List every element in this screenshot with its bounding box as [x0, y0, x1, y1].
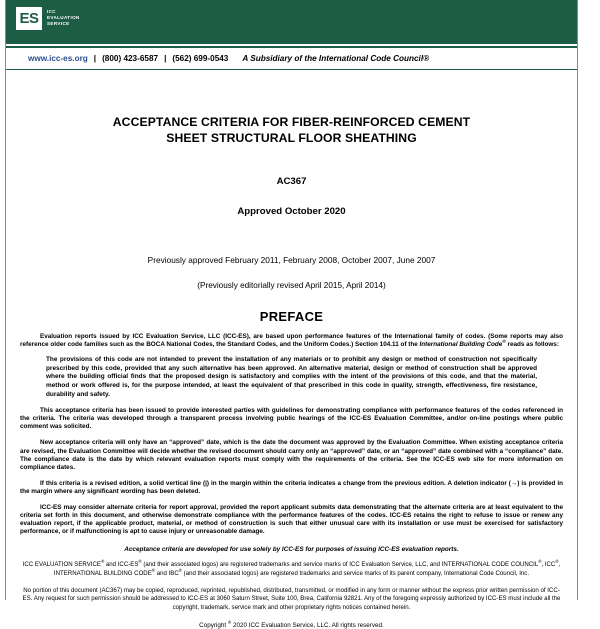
trademark-line3: are registered trademarks and service marks of its parent company, International Code Council, Inc. [260, 569, 530, 577]
preface-paragraph-3 [20, 439, 563, 471]
document-body [6, 114, 577, 629]
copyright-line [20, 622, 563, 629]
copyright-suffix: 2020 ICC Evaluation Service, LLC. All rights reserved. [231, 622, 384, 629]
registered-mark: ® [178, 567, 182, 573]
trademark-notice [20, 561, 563, 578]
reproduction-line-2: manner without the express prior written permission of ICC-ES. Any request for such permission should be addressed to ICC-ES at 3060 [22, 586, 560, 603]
trademark-line1-a: ICC EVALUATION SERVICE [22, 561, 101, 569]
registered-mark: ® [100, 559, 105, 565]
preface-p3-text: New acceptance criteria will only have an “approved” date, which is the date the document was approved by the Evaluation Committee. When existing acceptance criteria are revised, the Evaluation Committee will decide whether the revised document should carry only an “approved” date, or an “approved” date combined with a “compliance” date. The compliance date is the date by which relevant evaluation reports must comply with the requirements of the criteria. See the ICC-ES web site for more information on compliance dates. [20, 439, 563, 471]
registered-mark: ® [151, 567, 156, 573]
logo-wordmark [47, 7, 80, 28]
trademark-line2-c: , INTERNATIONAL BUILDING CODE [53, 561, 561, 577]
header-green-rule-bottom [6, 69, 577, 71]
trademark-line2-b: , ICC [541, 561, 556, 569]
title-line-1: ACCEPTANCE CRITERIA FOR FIBER-REINFORCED CEMENT [112, 115, 471, 129]
preface-paragraph-2 [20, 407, 563, 431]
reproduction-line-4: trademark, service mark and other proprietary rights notices contained herein. [200, 603, 411, 611]
registered-mark: ® [555, 559, 559, 565]
trademark-line1-b: and ICC-ES [104, 561, 139, 569]
trademark-line2-e: (and their associated logos) [181, 569, 259, 577]
phone-secondary: (562) 699-0543 [172, 53, 229, 63]
copyright-prefix: Copyright [199, 622, 228, 629]
website-link[interactable]: www.icc-es.org [28, 53, 88, 63]
copyright-mark: ® [227, 620, 232, 626]
preface-p4-text: If this criteria is a revised edition, a solid vertical line (|) in the margin within the criteria indicates a change from the previous edition. A deletion indicator (→) is provided in the margin where any significant wording has been deleted. [20, 479, 563, 495]
page-title [20, 114, 563, 146]
registered-mark: ® [538, 559, 542, 565]
reproduction-line-1: No portion of this document (AC367) may be copied, reproduced, reprinted, republished, distributed, transmitted, or modified in any form or [23, 586, 398, 594]
contact-bar [6, 48, 577, 69]
previously-revised-dates: (Previously editorially revised April 2015, April 2014) [197, 281, 386, 290]
trademark-line2-a: Service, LLC, and INTERNATIONAL CODE COUNCIL [391, 561, 539, 569]
preface-p1-part-a: Evaluation reports issued by ICC Evaluation Service, LLC (ICC-ES), are based upon performance features of the International family of codes. (Some reports may also reference older code families such as the BOCA National Codes, the Standard Codes, and the Uniform Codes.) Section 104.11 of the [20, 333, 563, 349]
preface-p5-text: ICC-ES may consider alternate criteria for report approval, provided the report applicant submits data demonstrating that the alternate criteria are at least equivalent to the criteria set forth in this document, and otherwise demonstrate compliance with the performance features of the codes. ICC-ES retains the right to refuse to issue or renew any evaluation report, if the applicable product, material, or method of construction is such that either unusual care with its installation or use must be exercised for satisfactory performance, or if malfunctioning is apt to cause injury or unreasonable damage. [20, 504, 563, 536]
preface-paragraph-4 [20, 480, 563, 496]
previously-approved-dates: Previously approved February 2011, February 2008, October 2007, June 2007 [147, 255, 436, 265]
icc-es-logo [16, 7, 80, 30]
preface-paragraph-1 [20, 333, 563, 349]
preface-p1-part-b: reads as follows: [505, 341, 559, 349]
separator-1: | [93, 53, 97, 63]
approval-date: Approved October 2020 [237, 206, 346, 217]
preface-heading: PREFACE [259, 309, 324, 324]
preface-paragraph-5 [20, 504, 563, 536]
reproduction-line-3: Saturn Street, Suite 100, Brea, California 92821. Any of the foregoing expressly authorized by ICC-ES must include all the copyright, [172, 595, 561, 611]
code-quotation: The provisions of this code are not intended to prevent the installation of any materials or to prohibit any design or method of construction not specifically prescribed by this code, provided that any such alternative has been approved. An alternative material, design or method of construction shall be approved where the building official finds that the proposed design is satisfactory and complies with the intent of the provisions of this code, and that the material, method or work offered is, for the purpose intended, at least the equivalent of that prescribed in this code in quality, strength, effectiveness, fire resistance, durability and safety. [46, 356, 537, 398]
header-band [6, 0, 577, 44]
separator-2: | [164, 53, 167, 63]
acceptance-criteria-note: Acceptance criteria are developed for use solely by ICC-ES for purposes of issuing ICC-ES evaluation reports. [124, 546, 459, 554]
logo-line-icc: ICC [47, 9, 56, 14]
preface-p1-italic-code: International Building Code [419, 341, 503, 349]
criteria-number: AC367 [276, 176, 307, 187]
registered-mark: ® [138, 559, 142, 565]
trademark-line1-c: (and their associated logos) are registered trademarks and service marks of ICC Evaluation [141, 561, 390, 569]
registered-mark: ® [502, 338, 506, 344]
document-page [5, 0, 578, 629]
logo-line-service: SERVICE [47, 21, 70, 27]
logo-line-evaluation: EVALUATION [47, 15, 80, 21]
title-line-2: SHEET STRUCTURAL FLOOR SHEATHING [166, 131, 417, 145]
subsidiary-note: A Subsidiary of the International Code Council® [242, 53, 430, 63]
logo-initials: ES [16, 7, 42, 30]
preface-p2-text: This acceptance criteria has been issued to provide interested parties with guidelines for demonstrating compliance with performance features of the codes referenced in the criteria. The criteria was developed through a transparent process involving public hearings of the ICC-ES Evaluation Committee, and/or on-line postings where public comment was solicited. [20, 407, 563, 431]
trademark-line2-d: and IBC [155, 569, 179, 577]
phone-primary: (800) 423-6587 [102, 53, 159, 63]
